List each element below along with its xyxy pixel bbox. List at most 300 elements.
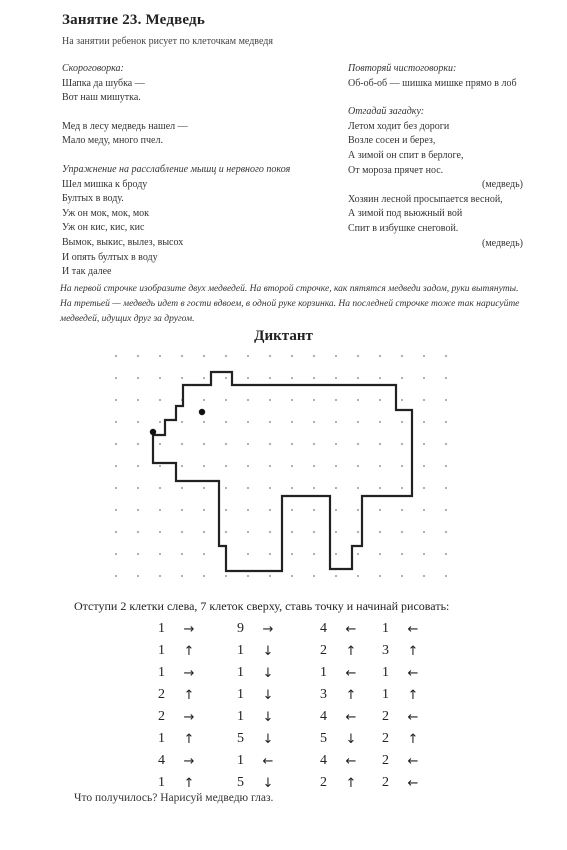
grid-dot: [335, 531, 337, 533]
grid-dot: [357, 531, 359, 533]
right-block2-line: А зимой он спит в берлоге,: [348, 149, 464, 161]
grid-dot: [137, 487, 139, 489]
grid-dot: [357, 553, 359, 555]
command-count: 5: [237, 775, 244, 790]
command-arrow-icon: ↑: [183, 643, 195, 659]
grid-dot: [357, 487, 359, 489]
grid-dot: [445, 465, 447, 467]
grid-dot: [269, 399, 271, 401]
command-item: [320, 706, 360, 728]
command-arrow-icon: ↑: [407, 731, 419, 747]
grid-dot: [423, 509, 425, 511]
command-column-2: [237, 618, 277, 794]
grid-dot: [225, 487, 227, 489]
command-item: [158, 662, 198, 684]
grid-dot: [159, 421, 161, 423]
right-block2-line: От мороза прячет нос.: [348, 164, 444, 176]
grid-dot: [313, 421, 315, 423]
command-item: [237, 662, 277, 684]
command-count: 1: [382, 621, 389, 636]
grid-dot: [247, 487, 249, 489]
grid-dot: [159, 509, 161, 511]
command-item: [237, 618, 277, 640]
grid-dot: [203, 355, 205, 357]
grid-dot: [115, 553, 117, 555]
grid-dot: [335, 443, 337, 445]
right-block3-line: Спит в избушке снеговой.: [348, 222, 459, 234]
grid-dot: [181, 575, 183, 577]
grid-dot: [357, 399, 359, 401]
grid-dot: [269, 443, 271, 445]
left-block3-line: И так далее: [62, 266, 112, 278]
grid-dot: [401, 399, 403, 401]
command-arrow-icon: ↑: [183, 775, 195, 791]
command-count: 1: [237, 687, 244, 702]
grid-dot: [159, 377, 161, 379]
grid-dot: [225, 443, 227, 445]
grid-dot: [335, 553, 337, 555]
grid-dot: [115, 509, 117, 511]
grid-dot: [269, 487, 271, 489]
command-item: [382, 640, 422, 662]
right-block2-answer: (медведь): [481, 179, 523, 191]
grid-dot: [115, 531, 117, 533]
command-item: [320, 728, 360, 750]
grid-dot: [269, 509, 271, 511]
grid-dot: [335, 465, 337, 467]
grid-dot: [181, 443, 183, 445]
command-item: [237, 750, 277, 772]
command-item: [382, 772, 422, 794]
grid-dot: [269, 531, 271, 533]
grid-dot: [401, 487, 403, 489]
command-arrow-icon: ↓: [262, 775, 274, 791]
grid-dot: [313, 531, 315, 533]
grid-dot: [335, 487, 337, 489]
command-arrow-icon: ←: [407, 665, 419, 681]
grid-dot: [247, 377, 249, 379]
command-arrow-icon: ↑: [407, 687, 419, 703]
grid-dot: [423, 421, 425, 423]
grid-dot: [357, 465, 359, 467]
grid-dot: [159, 553, 161, 555]
grid-dot: [357, 355, 359, 357]
grid-dot: [115, 575, 117, 577]
command-column-4: [382, 618, 422, 794]
grid-dot: [247, 575, 249, 577]
grid-dot: [137, 509, 139, 511]
command-arrow-icon: ←: [345, 709, 357, 725]
command-arrow-icon: ↓: [262, 687, 274, 703]
grid-dot: [313, 355, 315, 357]
grid-dot: [313, 399, 315, 401]
command-count: 4: [320, 709, 327, 724]
command-arrow-icon: ←: [345, 665, 357, 681]
command-arrow-icon: →: [183, 709, 195, 725]
grid-dot: [137, 443, 139, 445]
grid-dot: [401, 531, 403, 533]
grid-dot: [137, 465, 139, 467]
command-arrow-icon: ←: [345, 621, 357, 637]
grid-dot: [423, 531, 425, 533]
command-item: [158, 750, 198, 772]
grid-dot: [269, 465, 271, 467]
command-item: [158, 640, 198, 662]
grid-dot: [291, 443, 293, 445]
command-count: 2: [158, 709, 165, 724]
grid-dot: [357, 443, 359, 445]
grid-dot: [137, 553, 139, 555]
grid-dot: [335, 575, 337, 577]
grid-dot: [335, 377, 337, 379]
grid-dot: [379, 575, 381, 577]
command-count: 2: [382, 753, 389, 768]
grid-dot: [137, 377, 139, 379]
command-arrow-icon: ←: [407, 775, 419, 791]
grid-dot: [379, 553, 381, 555]
command-count: 1: [382, 687, 389, 702]
grid-dot: [313, 575, 315, 577]
grid-dot: [203, 443, 205, 445]
grid-dot: [181, 465, 183, 467]
grid-dot: [269, 575, 271, 577]
grid-dot: [401, 575, 403, 577]
grid-dot: [115, 487, 117, 489]
command-count: 4: [320, 621, 327, 636]
grid-dot: [159, 399, 161, 401]
grid-dot: [401, 377, 403, 379]
grid-dot: [115, 465, 117, 467]
command-arrow-icon: ↑: [183, 687, 195, 703]
grid-dot: [203, 509, 205, 511]
command-arrow-icon: ←: [407, 621, 419, 637]
grid-dot: [357, 575, 359, 577]
grid-dot: [291, 377, 293, 379]
command-item: [158, 684, 198, 706]
command-item: [158, 706, 198, 728]
grid-dot: [225, 531, 227, 533]
command-count: 1: [237, 709, 244, 724]
command-count: 4: [158, 753, 165, 768]
grid-dot: [137, 399, 139, 401]
command-arrow-icon: ↓: [345, 731, 357, 747]
command-column-1: [158, 618, 198, 794]
grid-dot: [335, 399, 337, 401]
grid-dot: [115, 377, 117, 379]
command-item: [382, 750, 422, 772]
dictation-title: Диктант: [254, 328, 313, 344]
grid-dot: [313, 377, 315, 379]
left-block2-line: Мед в лесу медведь нашел —: [62, 120, 188, 132]
grid-dot: [423, 377, 425, 379]
grid-dot: [225, 377, 227, 379]
command-count: 4: [320, 753, 327, 768]
grid-dot: [203, 553, 205, 555]
grid-dot: [379, 487, 381, 489]
grid-dot: [379, 421, 381, 423]
instruction-paragraph: На первой строчке изобразите двух медведей. На второй строчке, как пятятся медведи задом, руки вытянуты. На третьей — медведь идет в гости вдвоем, в одной руке корзинка. На последней строчке тоже так нарисуйте медведей, идущих друг за другом.: [60, 284, 520, 324]
command-item: [237, 684, 277, 706]
grid-dot: [291, 421, 293, 423]
command-arrow-icon: →: [183, 753, 195, 769]
grid-dot: [137, 531, 139, 533]
command-item: [320, 640, 360, 662]
grid-dot: [225, 399, 227, 401]
lesson-title: Занятие 23. Медведь: [62, 12, 205, 28]
grid-dot: [181, 553, 183, 555]
command-count: 3: [320, 687, 327, 702]
grid-dot: [225, 575, 227, 577]
command-item: [320, 684, 360, 706]
grid-dot: [401, 421, 403, 423]
command-item: [382, 684, 422, 706]
grid-dot: [445, 421, 447, 423]
grid-dot: [137, 575, 139, 577]
grid-dot: [445, 487, 447, 489]
grid-dot: [115, 355, 117, 357]
grid-dot: [423, 465, 425, 467]
grid-dot: [269, 377, 271, 379]
lesson-subtitle: На занятии ребенок рисует по клеточкам медведя: [62, 36, 273, 47]
grid-dot: [181, 421, 183, 423]
grid-dot: [269, 355, 271, 357]
command-arrow-icon: →: [183, 621, 195, 637]
dictation-instruction: Отступи 2 клетки слева, 7 клеток сверху, ставь точку и начинай рисовать:: [74, 599, 450, 613]
right-block2-line: Летом ходит без дороги: [348, 120, 450, 132]
bear-eye: [199, 409, 205, 415]
command-count: 2: [320, 643, 327, 658]
grid-dot: [203, 575, 205, 577]
grid-dot: [159, 575, 161, 577]
grid-dot: [357, 421, 359, 423]
grid-dot: [203, 487, 205, 489]
grid-dot: [291, 575, 293, 577]
grid-dot: [423, 443, 425, 445]
grid-dot: [269, 421, 271, 423]
command-count: 3: [382, 643, 389, 658]
grid-dot: [247, 531, 249, 533]
grid-dot: [401, 443, 403, 445]
command-count: 1: [158, 775, 165, 790]
right-block3-answer: (медведь): [481, 237, 523, 249]
command-item: [382, 728, 422, 750]
grid-dot: [291, 355, 293, 357]
left-block1-line: Вот наш мишутка.: [62, 92, 141, 104]
command-count: 1: [237, 665, 244, 680]
command-arrow-icon: ↓: [262, 731, 274, 747]
command-arrow-icon: ←: [345, 753, 357, 769]
grid-dot: [269, 553, 271, 555]
command-item: [158, 772, 198, 794]
command-count: 1: [382, 665, 389, 680]
command-item: [320, 750, 360, 772]
grid-dot: [445, 553, 447, 555]
command-count: 1: [158, 731, 165, 746]
command-count: 1: [158, 621, 165, 636]
command-item: [237, 772, 277, 794]
grid-dot: [181, 509, 183, 511]
grid-dot: [401, 553, 403, 555]
right-block1-heading: Повторяй чистоговорки:: [348, 63, 457, 74]
command-item: [237, 640, 277, 662]
grid-dot: [181, 531, 183, 533]
left-block3-line: Бултых в воду.: [62, 193, 124, 205]
command-count: 1: [158, 643, 165, 658]
grid-dot: [401, 465, 403, 467]
grid-dot: [379, 465, 381, 467]
grid-dot: [159, 487, 161, 489]
command-count: 2: [382, 709, 389, 724]
grid-dot: [203, 377, 205, 379]
command-count: 2: [382, 775, 389, 790]
command-item: [237, 728, 277, 750]
grid-dot: [247, 399, 249, 401]
grid-dot: [291, 399, 293, 401]
grid-dot: [445, 355, 447, 357]
bear-outline: [153, 372, 412, 571]
command-count: 9: [237, 621, 244, 636]
grid-dot: [115, 421, 117, 423]
grid-dot: [181, 377, 183, 379]
command-count: 5: [237, 731, 244, 746]
left-block1-line: Шапка да шубка —: [62, 77, 145, 89]
command-arrow-icon: →: [262, 621, 274, 637]
grid-dot: [423, 575, 425, 577]
command-column-3: [320, 618, 360, 794]
command-item: [382, 706, 422, 728]
grid-dot: [159, 531, 161, 533]
right-block1-line: Об-об-об — шишка мишке прямо в лоб: [348, 77, 517, 89]
command-item: [382, 662, 422, 684]
grid-dot: [247, 355, 249, 357]
grid-dot: [401, 509, 403, 511]
grid-dot: [357, 509, 359, 511]
command-arrow-icon: ←: [407, 753, 419, 769]
right-block3-line: Хозяин лесной просыпается весной,: [348, 193, 503, 205]
command-item: [320, 618, 360, 640]
command-arrow-icon: ↓: [262, 709, 274, 725]
grid-dot: [291, 487, 293, 489]
grid-dot: [313, 443, 315, 445]
command-count: 2: [382, 731, 389, 746]
command-item: [237, 706, 277, 728]
grid-dot: [401, 355, 403, 357]
bear-grid: [110, 350, 455, 590]
grid-dot: [291, 509, 293, 511]
grid-dot: [445, 377, 447, 379]
grid-dot: [181, 355, 183, 357]
grid-dot: [335, 509, 337, 511]
grid-dot: [225, 355, 227, 357]
left-block3-line: Шел мишка к броду: [62, 178, 148, 190]
grid-dot: [247, 421, 249, 423]
grid-dot: [445, 509, 447, 511]
command-item: [158, 728, 198, 750]
grid-dot: [181, 487, 183, 489]
grid-dot: [423, 487, 425, 489]
command-item: [320, 662, 360, 684]
left-block3-line: Уж он кис, кис, кис: [62, 222, 145, 234]
right-block2-line: Возле сосен и берез,: [348, 135, 436, 147]
left-block3-heading: Упражнение на расслабление мышц и нервного покоя: [62, 163, 291, 175]
grid-dot: [423, 399, 425, 401]
command-arrow-icon: ↓: [262, 665, 274, 681]
grid-dot: [159, 465, 161, 467]
grid-dot: [159, 443, 161, 445]
grid-dot: [379, 377, 381, 379]
grid-dot: [291, 465, 293, 467]
grid-dot: [115, 443, 117, 445]
command-count: 1: [320, 665, 327, 680]
grid-dot: [423, 553, 425, 555]
grid-dot: [247, 553, 249, 555]
grid-dot: [379, 443, 381, 445]
grid-dot: [445, 443, 447, 445]
command-arrow-icon: ←: [262, 753, 274, 769]
grid-dot: [445, 575, 447, 577]
grid-dot: [203, 421, 205, 423]
grid-dot: [379, 509, 381, 511]
command-count: 5: [320, 731, 327, 746]
grid-dot: [159, 355, 161, 357]
command-count: 2: [158, 687, 165, 702]
grid-dot: [203, 465, 205, 467]
grid-dot: [247, 509, 249, 511]
command-arrow-icon: ←: [407, 709, 419, 725]
grid-dot: [379, 399, 381, 401]
grid-dot: [225, 465, 227, 467]
left-block2-line: Мало меду, много пчел.: [62, 135, 163, 147]
grid-dot: [115, 399, 117, 401]
command-count: 2: [320, 775, 327, 790]
start-point: [150, 429, 156, 435]
grid-dot: [137, 421, 139, 423]
grid-dot: [291, 553, 293, 555]
grid-dot: [445, 531, 447, 533]
grid-dot: [247, 443, 249, 445]
grid-dot: [445, 399, 447, 401]
grid-dot: [313, 465, 315, 467]
command-item: [158, 618, 198, 640]
left-block3-line: Вымок, выкис, вылез, высох: [62, 236, 184, 248]
left-block3-line: И опять бултых в воду: [62, 251, 158, 263]
grid-dot: [291, 531, 293, 533]
left-column: [62, 62, 342, 280]
grid-dot: [313, 487, 315, 489]
right-block2-heading: Отгадай загадку:: [348, 106, 425, 118]
grid-dot: [203, 531, 205, 533]
grid-dot: [225, 509, 227, 511]
left-block3-line: Уж он мок, мок, мок: [62, 207, 150, 219]
command-arrow-icon: ↑: [183, 731, 195, 747]
command-count: 1: [158, 665, 165, 680]
grid-dot: [357, 377, 359, 379]
command-arrow-icon: ↑: [407, 643, 419, 659]
footer-question: Что получилось? Нарисуй медведю глаз.: [74, 792, 274, 804]
command-item: [320, 772, 360, 794]
command-arrow-icon: ↑: [345, 687, 357, 703]
grid-dot: [203, 399, 205, 401]
command-arrow-icon: ↑: [345, 775, 357, 791]
grid-dot: [379, 355, 381, 357]
command-arrow-icon: ↑: [345, 643, 357, 659]
grid-dot: [225, 421, 227, 423]
grid-dot: [313, 553, 315, 555]
grid-dot: [335, 421, 337, 423]
command-item: [382, 618, 422, 640]
grid-dot: [423, 355, 425, 357]
command-count: 1: [237, 753, 244, 768]
